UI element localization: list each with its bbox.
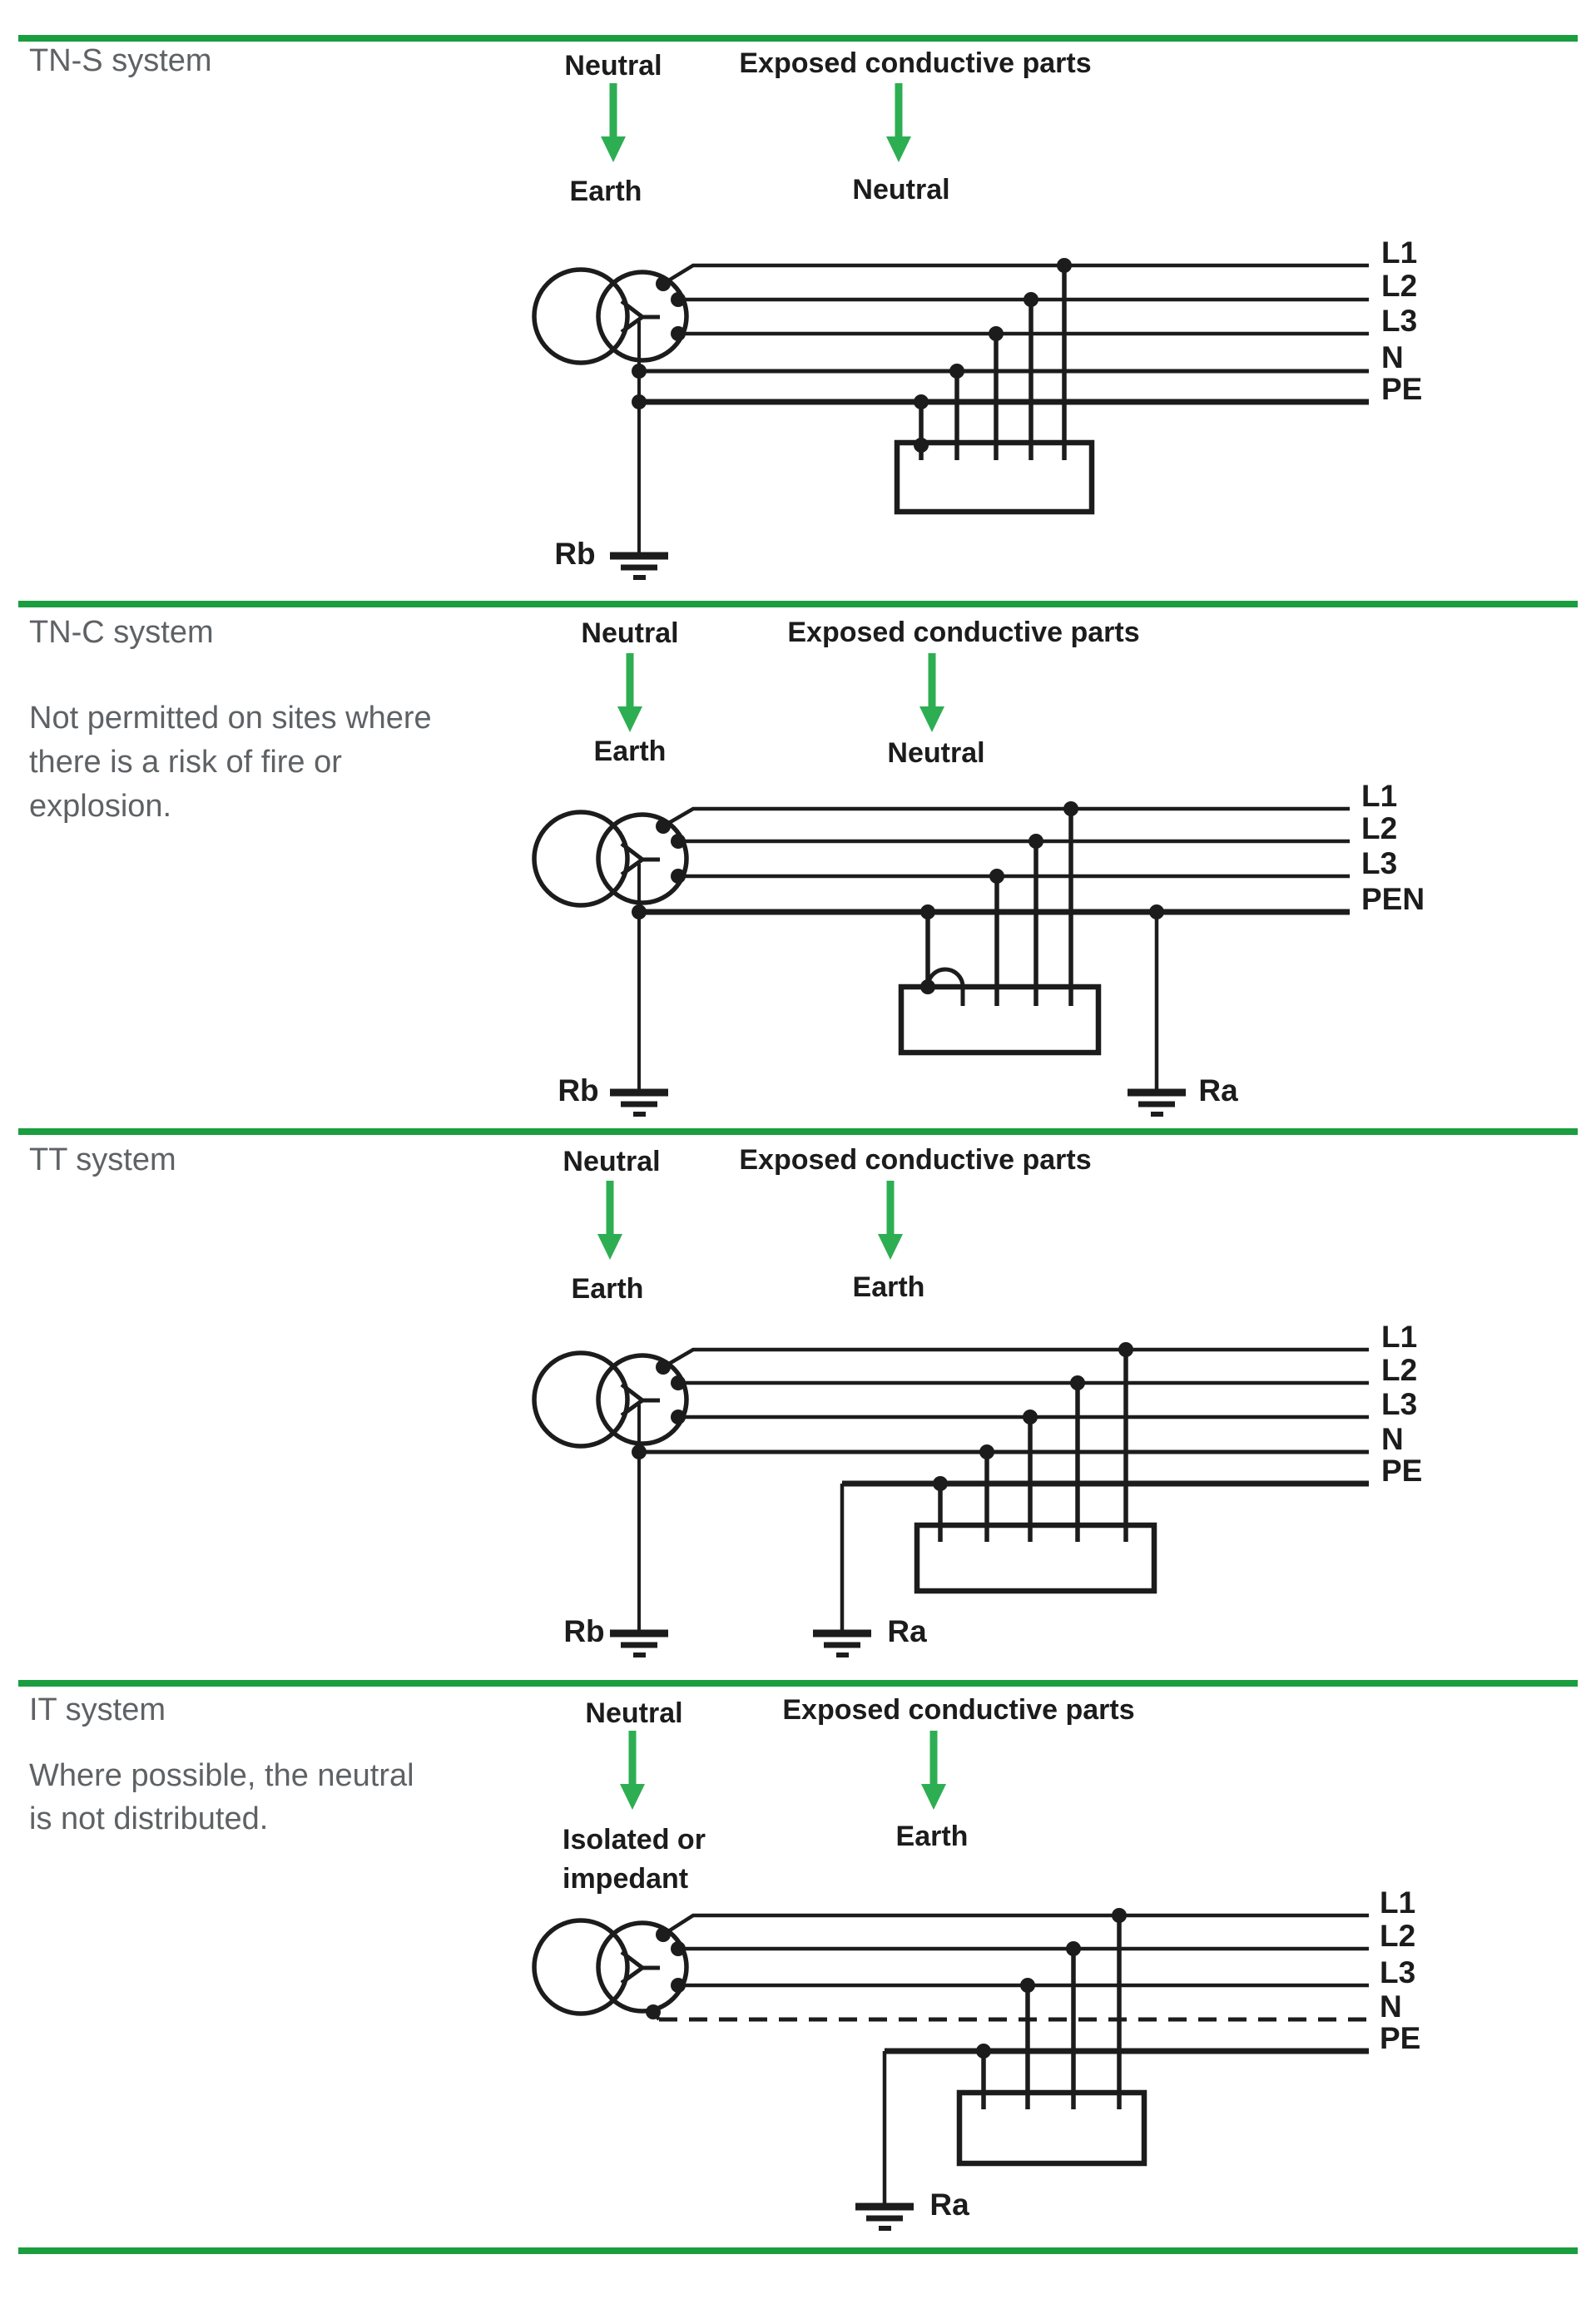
conductor-label-l3: L3 bbox=[1380, 1955, 1416, 1989]
junction-dots bbox=[632, 258, 1072, 453]
tn-c-diagram bbox=[534, 653, 1350, 1114]
section-title-tn-s: TN-S system bbox=[29, 43, 212, 78]
down-arrow-icon bbox=[921, 1731, 946, 1810]
section-note-line: explosion. bbox=[29, 789, 172, 824]
section-note-line: there is a risk of fire or bbox=[29, 745, 342, 780]
label-neutral-isolated-line1: Isolated or bbox=[563, 1824, 706, 1856]
earth-electrode-icon bbox=[1128, 1093, 1186, 1114]
earth-electrode-icon bbox=[610, 1633, 668, 1655]
down-arrow-icon bbox=[601, 83, 626, 162]
section-note-line: Where possible, the neutral bbox=[29, 1758, 414, 1793]
label-neutral-isolated-line2: impedant bbox=[563, 1863, 689, 1895]
conductor-label-l2: L2 bbox=[1381, 269, 1418, 303]
earth-electrode-icon bbox=[610, 1093, 668, 1114]
conductor-line-l1 bbox=[663, 809, 1350, 826]
label-exposed-connection: Neutral bbox=[852, 174, 950, 206]
conductor-label-pe: PE bbox=[1381, 372, 1423, 406]
conductor-label-l2: L2 bbox=[1381, 1353, 1418, 1387]
label-neutral-source: Neutral bbox=[581, 617, 679, 649]
tn-s-diagram bbox=[534, 83, 1369, 577]
conductor-label-pe: PE bbox=[1381, 1454, 1423, 1488]
earth-electrode-icon bbox=[813, 1633, 871, 1655]
label-exposed-connection: Earth bbox=[895, 1821, 969, 1852]
earth-resistance-label-ra: Ra bbox=[1198, 1073, 1238, 1107]
tt-diagram bbox=[534, 1181, 1369, 1655]
junction-dots bbox=[646, 1908, 1127, 2059]
label-neutral-source: Neutral bbox=[563, 1146, 661, 1177]
conductor-line-l1 bbox=[663, 265, 1369, 284]
load-taps bbox=[984, 1915, 1119, 2109]
label-neutral-earthing: Earth bbox=[569, 176, 642, 207]
conductor-label-n: N bbox=[1381, 340, 1404, 374]
load-taps bbox=[921, 265, 1064, 460]
conductor-label-pen: PEN bbox=[1361, 882, 1425, 916]
conductor-label-l2: L2 bbox=[1380, 1919, 1416, 1953]
earth-resistance-label-ra: Ra bbox=[887, 1614, 927, 1648]
label-exposed-connection: Neutral bbox=[887, 737, 985, 769]
section-title-tn-c: TN-C system bbox=[29, 615, 214, 650]
load-taps bbox=[928, 809, 1071, 1006]
earth-resistance-label-rb: Rb bbox=[558, 1073, 599, 1107]
conductor-label-l3: L3 bbox=[1381, 1387, 1418, 1421]
conductor-line-l1 bbox=[663, 1350, 1369, 1367]
conductor-label-l1: L1 bbox=[1380, 1885, 1416, 1920]
label-neutral-source: Neutral bbox=[585, 1697, 683, 1729]
section-title-tt: TT system bbox=[29, 1142, 176, 1177]
earth-resistance-label-rb: Rb bbox=[563, 1614, 605, 1648]
conductor-label-l1: L1 bbox=[1361, 779, 1398, 813]
down-arrow-icon bbox=[886, 83, 911, 162]
conductor-label-l1: L1 bbox=[1381, 1320, 1418, 1354]
label-neutral-source: Neutral bbox=[564, 50, 662, 82]
conductor-label-n: N bbox=[1381, 1422, 1404, 1456]
label-exposed-parts: Exposed conductive parts bbox=[739, 1144, 1092, 1176]
label-exposed-parts: Exposed conductive parts bbox=[739, 47, 1092, 79]
load-box-icon bbox=[917, 1525, 1154, 1591]
section-note-line: is not distributed. bbox=[29, 1801, 269, 1836]
down-arrow-icon bbox=[919, 653, 944, 732]
label-neutral-earthing: Earth bbox=[593, 736, 667, 767]
conductor-label-l2: L2 bbox=[1361, 811, 1398, 845]
load-box-icon bbox=[959, 2093, 1144, 2163]
down-arrow-icon bbox=[620, 1731, 645, 1810]
conductor-label-l1: L1 bbox=[1381, 235, 1418, 270]
down-arrow-icon bbox=[617, 653, 642, 732]
it-diagram bbox=[534, 1731, 1369, 2228]
conductor-label-l3: L3 bbox=[1361, 846, 1398, 880]
earth-resistance-label-rb: Rb bbox=[554, 537, 596, 571]
label-neutral-earthing: Earth bbox=[571, 1273, 644, 1305]
conductor-label-n: N bbox=[1380, 1989, 1402, 2024]
earth-electrode-icon bbox=[855, 2207, 914, 2228]
label-exposed-connection: Earth bbox=[852, 1271, 925, 1303]
earth-resistance-label-ra: Ra bbox=[929, 2188, 969, 2222]
conductor-line-l1 bbox=[663, 1915, 1369, 1935]
conductor-label-l3: L3 bbox=[1381, 304, 1418, 338]
down-arrow-icon bbox=[597, 1181, 622, 1260]
junction-dots bbox=[632, 801, 1164, 994]
down-arrow-icon bbox=[878, 1181, 903, 1260]
section-title-it: IT system bbox=[29, 1692, 166, 1727]
label-exposed-parts: Exposed conductive parts bbox=[787, 617, 1140, 648]
conductor-label-pe: PE bbox=[1380, 2021, 1421, 2055]
earth-electrode-icon bbox=[610, 556, 668, 577]
section-note-line: Not permitted on sites where bbox=[29, 701, 432, 736]
label-exposed-parts: Exposed conductive parts bbox=[782, 1694, 1135, 1726]
load-taps bbox=[940, 1350, 1126, 1542]
